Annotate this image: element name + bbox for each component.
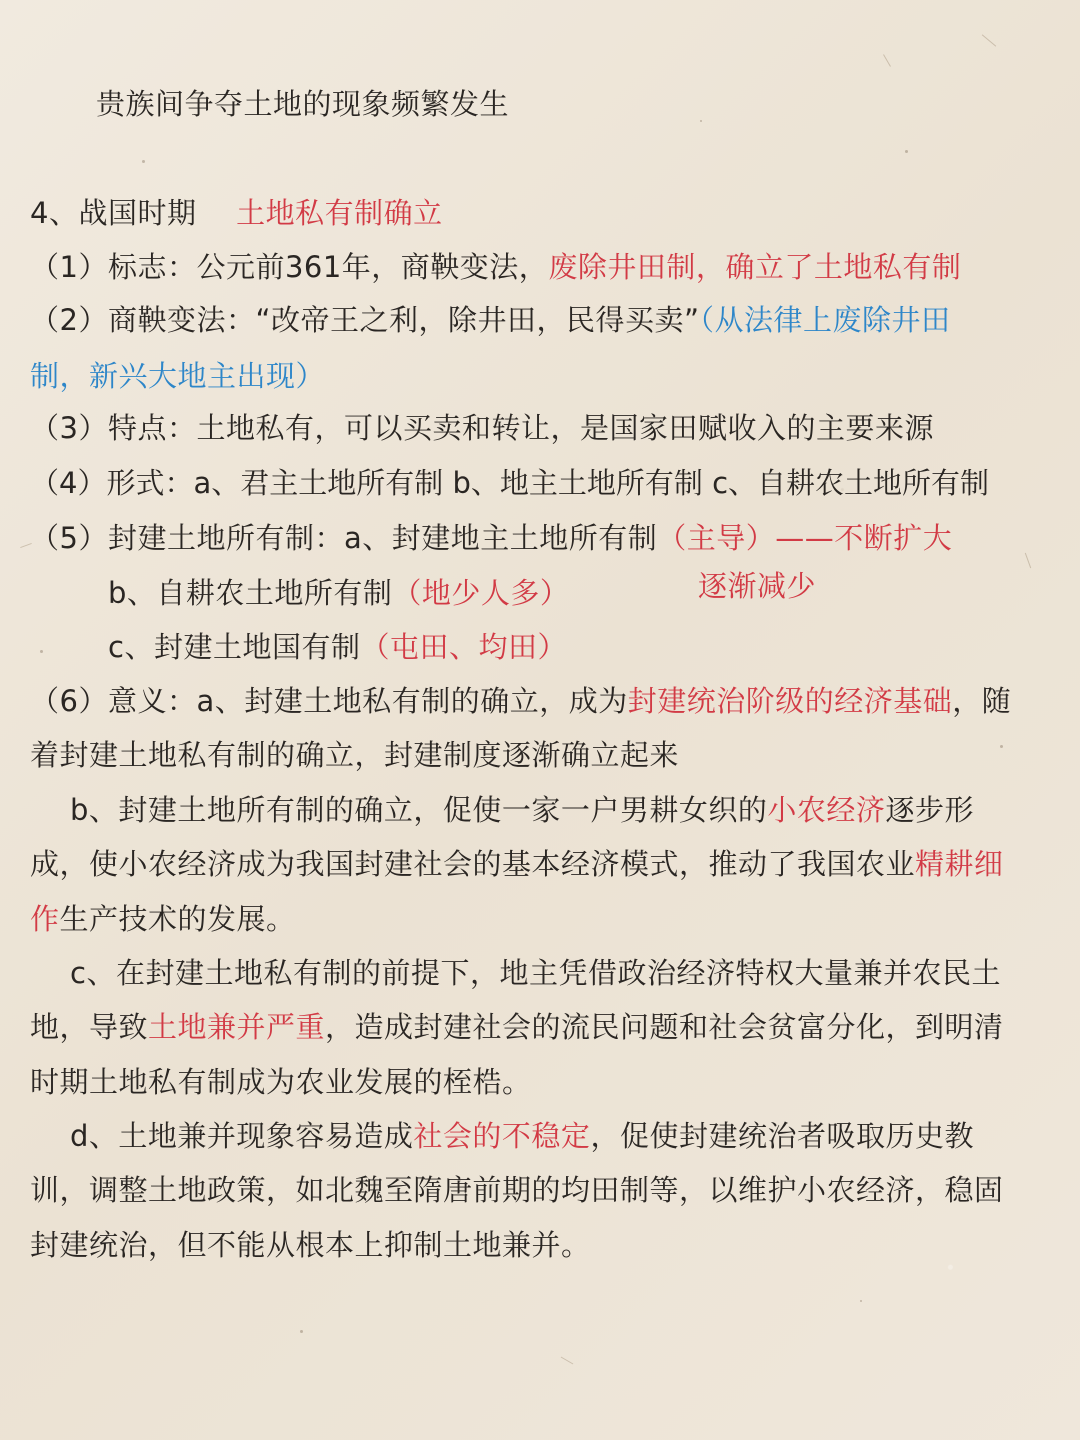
highlight-red: 精耕细 — [915, 847, 1004, 881]
line-text: c、在封建土地私有制的前提下，地主凭借政治经济特权大量兼并农民土 — [70, 956, 1001, 990]
line-text: 逐步形 — [885, 793, 974, 827]
paper-speck — [860, 1300, 862, 1302]
paper-fiber — [982, 34, 996, 46]
paper-speck — [1000, 745, 1003, 748]
paper-fiber — [883, 54, 891, 67]
point-5b-yeoman — [108, 573, 569, 613]
point-6b — [70, 790, 974, 830]
line-text: 成，使小农经济成为我国封建社会的基本经济模式，推动了我国农业 — [30, 847, 916, 881]
point-2-reform — [30, 300, 951, 340]
point-6d — [70, 1116, 974, 1156]
paper-fiber — [561, 1357, 574, 1365]
line-text: 地，导致 — [30, 1010, 149, 1044]
text-line-1 — [96, 84, 509, 124]
point-6-continued — [30, 735, 679, 775]
highlight-red: 小农经济 — [767, 793, 886, 827]
line-text: 生产技术的发展。 — [59, 902, 296, 936]
paper-speck — [40, 650, 43, 653]
highlight-red: 作 — [30, 902, 60, 936]
highlight-red: 社会的不稳定 — [413, 1119, 591, 1153]
line-text: （4）形式：a、君主土地所有制 b、地主土地所有制 c、自耕农土地所有制 — [30, 466, 990, 500]
heading-warring-states — [30, 193, 443, 233]
line-text: c、封建土地国有制 — [108, 630, 361, 664]
line-text: ，造成封建社会的流民问题和社会贫富分化，到明清 — [325, 1010, 1004, 1044]
point-4-forms — [30, 463, 989, 503]
highlight-red: 逐渐减少 — [698, 569, 817, 603]
line-text: 时期土地私有制成为农业发展的桎梏。 — [30, 1065, 532, 1099]
line-text: 训，调整土地政策，如北魏至隋唐前期的均田制等，以维护小农经济，稳固 — [30, 1173, 1004, 1207]
line-text: 封建统治，但不能从根本上抑制土地兼并。 — [30, 1228, 591, 1262]
paper-speck — [700, 120, 702, 122]
point-6c-continued — [30, 1007, 1004, 1047]
paper-speck — [300, 1330, 303, 1333]
point-2-continued — [30, 356, 325, 396]
point-6d-continued — [30, 1170, 1004, 1210]
highlight-blue: （从法律上废除井田 — [699, 303, 951, 337]
point-6b-end — [30, 899, 296, 939]
point-5c-state-owned — [108, 627, 567, 667]
paper-fiber — [1025, 553, 1031, 568]
point-6d-end — [30, 1225, 591, 1265]
paper-speck — [142, 160, 145, 163]
line-text: b、自耕农土地所有制 — [108, 576, 393, 610]
highlight-red: 封建统治阶级的经济基础 — [627, 684, 953, 718]
highlight-red: 土地兼并严重 — [148, 1010, 326, 1044]
line-text: ，促使封建统治者吸取历史教 — [590, 1119, 974, 1153]
highlight-red: （主导）——不断扩大 — [657, 521, 953, 555]
point-6c — [70, 953, 1001, 993]
annotation-decreasing — [698, 566, 816, 606]
line-text: 贵族间争夺土地的现象频繁发生 — [96, 87, 510, 121]
point-6c-end — [30, 1062, 532, 1102]
point-3-features — [30, 408, 934, 448]
line-text: b、封建土地所有制的确立，促使一家一户男耕女织的 — [70, 793, 768, 827]
highlight-blue: 制，新兴大地主出现） — [30, 359, 326, 393]
point-6-significance — [30, 681, 1011, 721]
heading-number: 4、战国时期 — [30, 196, 197, 230]
point-6b-continued — [30, 844, 1004, 884]
heading-highlight: 土地私有制确立 — [236, 196, 443, 230]
line-text: （2）商鞅变法：“改帝王之利，除井田，民得买卖” — [30, 303, 700, 337]
highlight-red: （地少人多） — [392, 576, 570, 610]
line-text: d、土地兼并现象容易造成 — [70, 1119, 414, 1153]
highlight-red: 废除井田制，确立了土地私有制 — [548, 250, 962, 284]
line-text: （3）特点：土地私有，可以买卖和转让，是国家田赋收入的主要来源 — [30, 411, 934, 445]
point-1-marker — [30, 247, 961, 287]
highlight-red: （屯田、均田） — [360, 630, 567, 664]
line-text: （5）封建土地所有制：a、封建地主土地所有制 — [30, 521, 658, 555]
line-text: ，随 — [952, 684, 1012, 718]
paper-speck — [905, 150, 908, 153]
line-text: （1）标志：公元前361年，商鞅变法， — [30, 250, 549, 284]
line-text: 着封建土地私有制的确立，封建制度逐渐确立起来 — [30, 738, 680, 772]
line-text: （6）意义：a、封建土地私有制的确立，成为 — [30, 684, 628, 718]
point-5-feudal-ownership — [30, 518, 952, 558]
